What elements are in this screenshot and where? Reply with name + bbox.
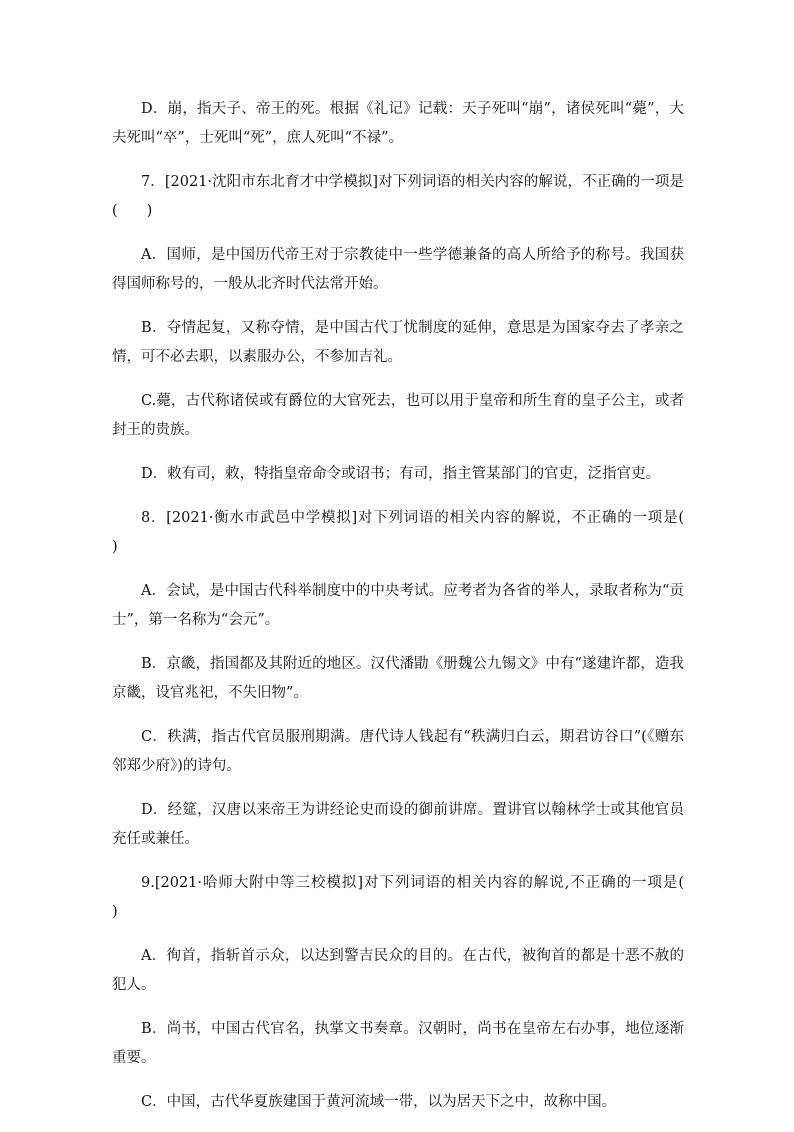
question-9-stem: 9.[2021·哈师大附中等三校模拟]对下列词语的相关内容的解说,不正确的一项是( ) bbox=[112, 875, 713, 920]
question-7-stem: 7．[2021·沈阳市东北育才中学模拟]对下列词语的相关内容的解说，不正确的一项是( ) bbox=[112, 174, 684, 219]
option-8b: B．京畿，指国都及其附近的地区。汉代潘勖《册魏公九锡文》中有“遂建许都，造我京畿，设官兆祀，不失旧物”。 bbox=[112, 656, 684, 701]
option-7a: A．国师，是中国历代帝王对于宗教徒中一些学德兼备的高人所给予的称号。我国获得国师称号的，一般从北齐时代法常开始。 bbox=[112, 247, 684, 292]
option-7b: B．夺情起复，又称夺情，是中国古代丁忧制度的延伸，意思是为国家夺去了孝亲之情，可不必去职，以素服办公，不参加吉礼。 bbox=[112, 320, 684, 365]
question-8-stem: 8．[2021·衡水市武邑中学模拟]对下列词语的相关内容的解说，不正确的一项是( ) bbox=[112, 510, 713, 555]
option-9a: A．徇首，指斩首示众，以达到警吉民众的目的。在古代，被徇首的都是十恶不赦的犯人。 bbox=[112, 948, 684, 993]
option-6d: D．崩，指天子、帝王的死。根据《礼记》记载：天子死叫“崩”，诸侯死叫“薨”，大夫死叫“卒”，士死叫“死”，庶人死叫“不禄”。 bbox=[112, 101, 684, 146]
option-9c: C．中国，古代华夏族建国于黄河流域一带，以为居天下之中，故称中国。 bbox=[141, 1094, 617, 1110]
option-8c: C．秩满，指古代官员服刑期满。唐代诗人钱起有“秩满归白云，期君访谷口”(《赠东邻郑少府》)的诗句。 bbox=[112, 729, 684, 774]
option-7c: C.薨，古代称诸侯或有爵位的大官死去，也可以用于皇帝和所生育的皇子公主，或者封王的贵族。 bbox=[112, 393, 684, 438]
option-8a: A．会试，是中国古代科举制度中的中央考试。应考者为各省的举人，录取者称为“贡士”，第一名称为“会元”。 bbox=[112, 583, 684, 628]
option-8d: D．经筵，汉唐以来帝王为讲经论史而设的御前讲席。置讲官以翰林学士或其他官员充任或兼任。 bbox=[112, 802, 684, 847]
document-body bbox=[112, 95, 713, 1132]
option-7d: D．敕有司，敕，特指皇帝命令或诏书；有司，指主管某部门的官吏，泛指官吏。 bbox=[141, 466, 661, 482]
option-9b: B．尚书，中国古代官名，执掌文书奏章。汉朝时，尚书在皇帝左右办事，地位逐渐重要。 bbox=[112, 1021, 684, 1066]
